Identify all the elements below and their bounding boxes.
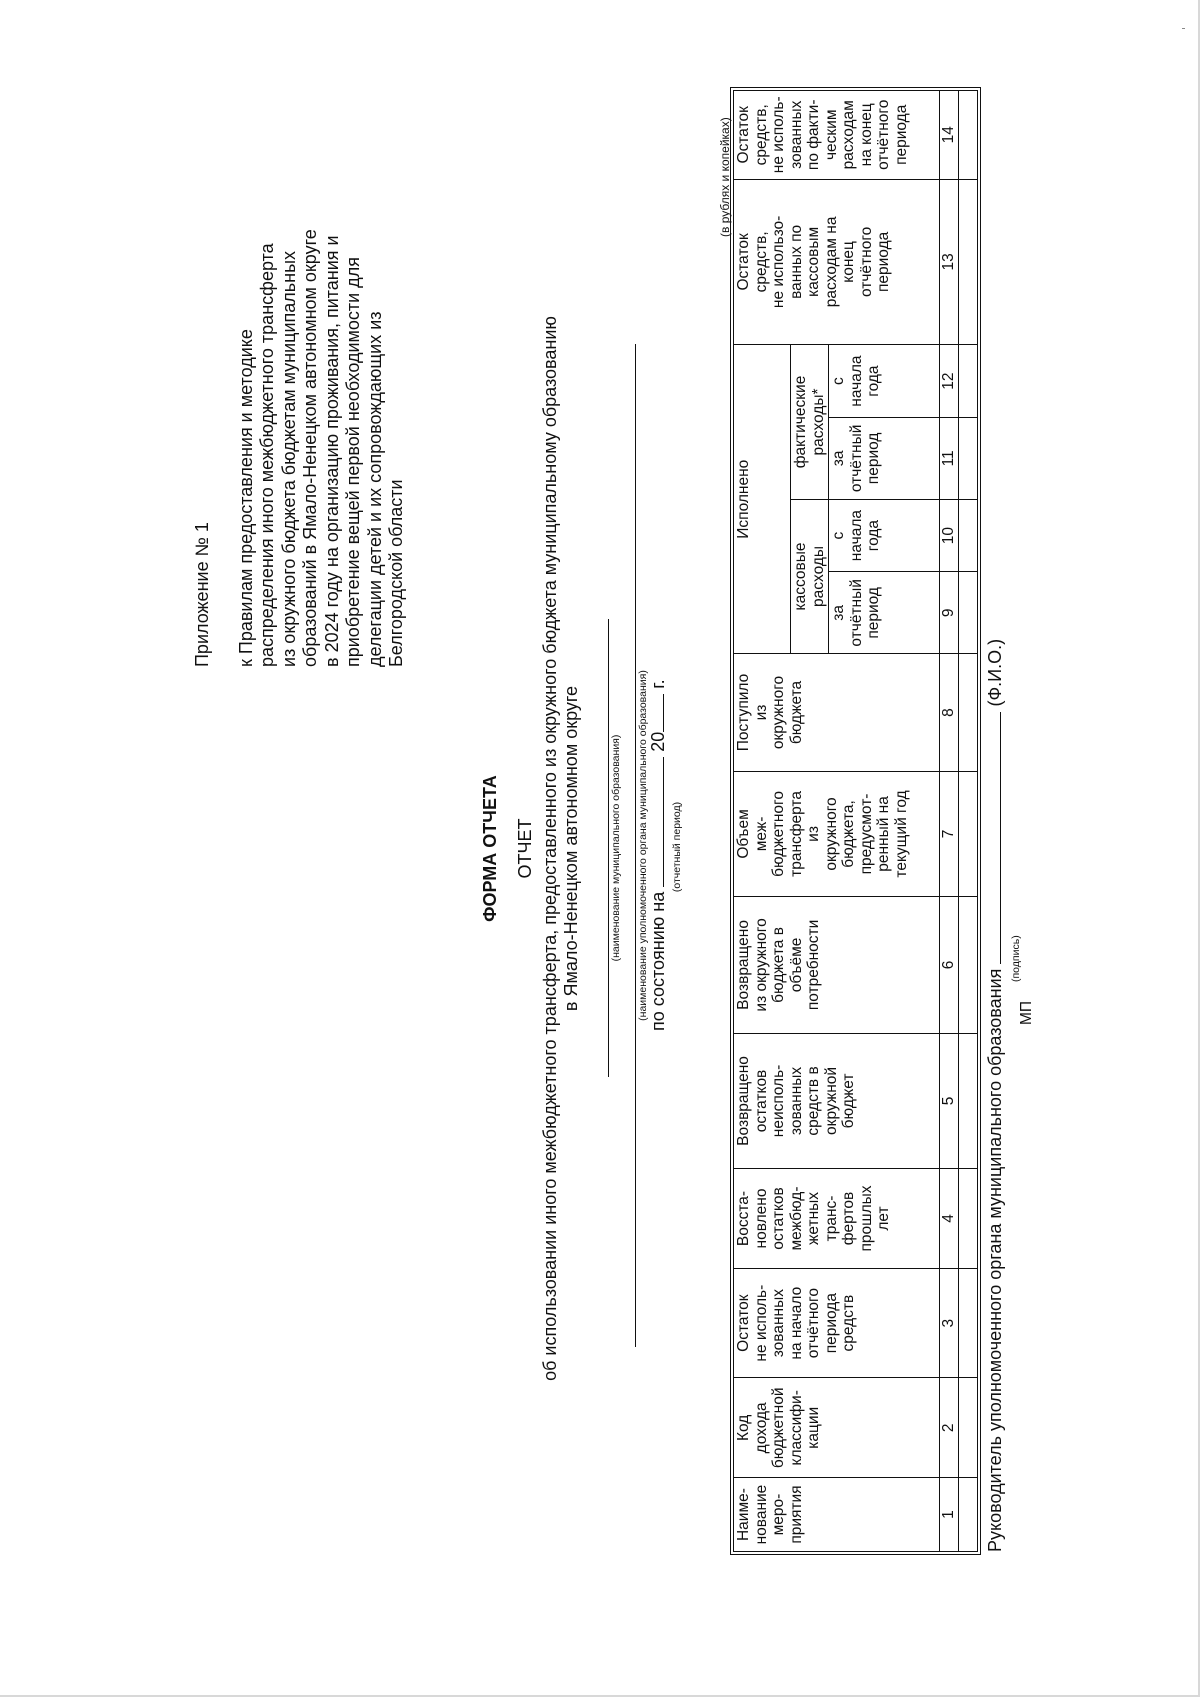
- header-label: с начала года: [830, 510, 882, 562]
- header-cell: [734, 1378, 940, 1478]
- appendix-line: в 2024 году на организацию проживания, питания и: [321, 235, 342, 667]
- signature-hint: (подпись): [1010, 935, 1022, 982]
- appendix-line: к Правилам предоставления и методике: [235, 329, 256, 667]
- header-label: с начала года: [830, 355, 882, 407]
- signature-line: [985, 639, 1006, 1552]
- column-number: 13: [940, 179, 959, 345]
- header-cell: [734, 1033, 940, 1168]
- form-title: ФОРМА ОТЧЕТА: [480, 775, 500, 922]
- column-number: 8: [940, 654, 959, 772]
- year-suffix: г.: [648, 679, 668, 689]
- header-cell: [829, 499, 940, 572]
- header-cell: [734, 1478, 940, 1552]
- header-cell: [734, 1268, 940, 1378]
- header-cell: [829, 345, 940, 418]
- table-cell: [959, 91, 978, 180]
- header-cell-cash: [791, 499, 829, 653]
- municipality-name-hint: (наименование муниципального образования): [610, 734, 622, 962]
- header-cell: [734, 1169, 940, 1269]
- signer-label: Руководитель уполномоченного органа муниципального образования: [985, 968, 1005, 1552]
- date-blank: [649, 757, 664, 887]
- report-subtitle-line: об использовании иного межбюджетного трансферта, предоставленного из окружного бюджета муниципальному образованию: [540, 316, 560, 1381]
- municipality-name-line: [608, 619, 609, 1077]
- table-cell: [959, 771, 978, 896]
- signature-blank: [986, 712, 1001, 964]
- table-cell: [959, 1478, 978, 1552]
- table-cell: [959, 572, 978, 654]
- table-cell: [959, 1033, 978, 1168]
- header-cell: [734, 654, 940, 772]
- appendix-title: Приложение № 1: [192, 522, 212, 667]
- column-number: 12: [940, 345, 959, 418]
- header-label: Поступило из окружного бюджета: [735, 673, 805, 752]
- table-cell: [959, 1268, 978, 1378]
- year-blank: [649, 694, 664, 732]
- table-cell: [959, 897, 978, 1034]
- header-label: фактические расходы*: [792, 375, 827, 469]
- appendix-line: приобретение вещей первой необходимости для: [343, 257, 363, 667]
- table-cell: [959, 499, 978, 572]
- appendix-line: образований в Ямало-Ненецком автономном округе: [300, 229, 320, 667]
- table-cell: [959, 654, 978, 772]
- header-cell: [829, 572, 940, 654]
- appendix-line: распределения иного межбюджетного трансферта: [257, 243, 277, 667]
- header-cell: [734, 897, 940, 1034]
- report-table: [733, 90, 978, 1552]
- appendix-line: делегации детей и их сопровождающих из: [364, 311, 385, 667]
- as-of-date: [648, 679, 669, 1031]
- as-of-label: по состоянию на: [648, 891, 668, 1031]
- column-number: 6: [940, 897, 959, 1034]
- report-title: ОТЧЕТ: [515, 818, 535, 879]
- authority-name-line: [635, 344, 636, 1347]
- appendix-line: Белгородской области: [386, 479, 406, 667]
- table-header-row: [734, 91, 791, 1552]
- stamp-label: МП: [1018, 1000, 1035, 1025]
- header-cell: [829, 418, 940, 500]
- column-number: 7: [940, 771, 959, 896]
- column-number: 14: [940, 91, 959, 180]
- signer-fio: (Ф.И.О.): [985, 638, 1005, 707]
- table-cell: [959, 1169, 978, 1269]
- table-row: [959, 91, 978, 1552]
- column-number: 2: [940, 1378, 959, 1478]
- column-number: 1: [940, 1478, 959, 1552]
- header-cell: [734, 91, 940, 180]
- appendix-block: [192, 47, 408, 667]
- table-cell: [959, 345, 978, 418]
- report-subtitle-line: в Ямало-Ненецком автономном округе: [561, 685, 581, 1012]
- table-cell: [959, 418, 978, 500]
- header-cell: [734, 179, 940, 345]
- appendix-line: из окружного бюджета бюджетам муниципальных: [278, 250, 299, 667]
- header-label: Восста- новлено остатков межбюд- жетных транс- фертов прошлых лет: [735, 1185, 892, 1252]
- authority-name-hint: (наименование уполномоченного органа муниципального образования): [637, 670, 649, 1021]
- column-number: 4: [940, 1169, 959, 1269]
- unit-note: (в рублях и копейках): [718, 117, 732, 237]
- header-label: Объем меж- бюджетного трансферта из окружного бюджета, предусмот- ренный на текущий год: [735, 790, 910, 878]
- header-label: Возвращено остатков неисполь- зованных средств в окружной бюджет: [735, 1056, 857, 1146]
- column-number: 5: [940, 1033, 959, 1168]
- header-label: Исполнено: [735, 459, 752, 539]
- header-label: Остаток не исполь- зованных на начало отчётного периода средств: [735, 1284, 857, 1362]
- column-number: 10: [940, 499, 959, 572]
- header-label: Остаток средств, не исполь- зованных по факти- ческим расходам на конец отчётного периода: [735, 96, 910, 174]
- header-label: Наиме- нование меро- приятия: [735, 1484, 805, 1545]
- header-cell-executed: [734, 345, 791, 654]
- table-cell: [959, 179, 978, 345]
- header-label: Остаток средств, не использо- ванных по кассовым расходам на конец отчётного периода: [735, 215, 892, 309]
- header-label: за отчётный период: [830, 424, 882, 493]
- header-label: кассовые расходы: [792, 542, 827, 611]
- year-prefix: 20: [648, 731, 668, 752]
- header-cell: [734, 771, 940, 896]
- header-label: Возвращено из окружного бюджета в объёме потребности: [735, 918, 822, 1012]
- header-cell-actual: [791, 345, 829, 500]
- report-subtitle: [540, 0, 582, 1697]
- column-number: 3: [940, 1268, 959, 1378]
- column-number: 11: [940, 418, 959, 500]
- column-number-row: [940, 91, 959, 1552]
- period-hint: (отчетный период): [671, 801, 683, 893]
- header-label: за отчётный период: [830, 579, 882, 647]
- table-cell: [959, 1378, 978, 1478]
- column-number: 9: [940, 572, 959, 654]
- header-label: Код дохода бюджетной классифи- кации: [735, 1387, 822, 1469]
